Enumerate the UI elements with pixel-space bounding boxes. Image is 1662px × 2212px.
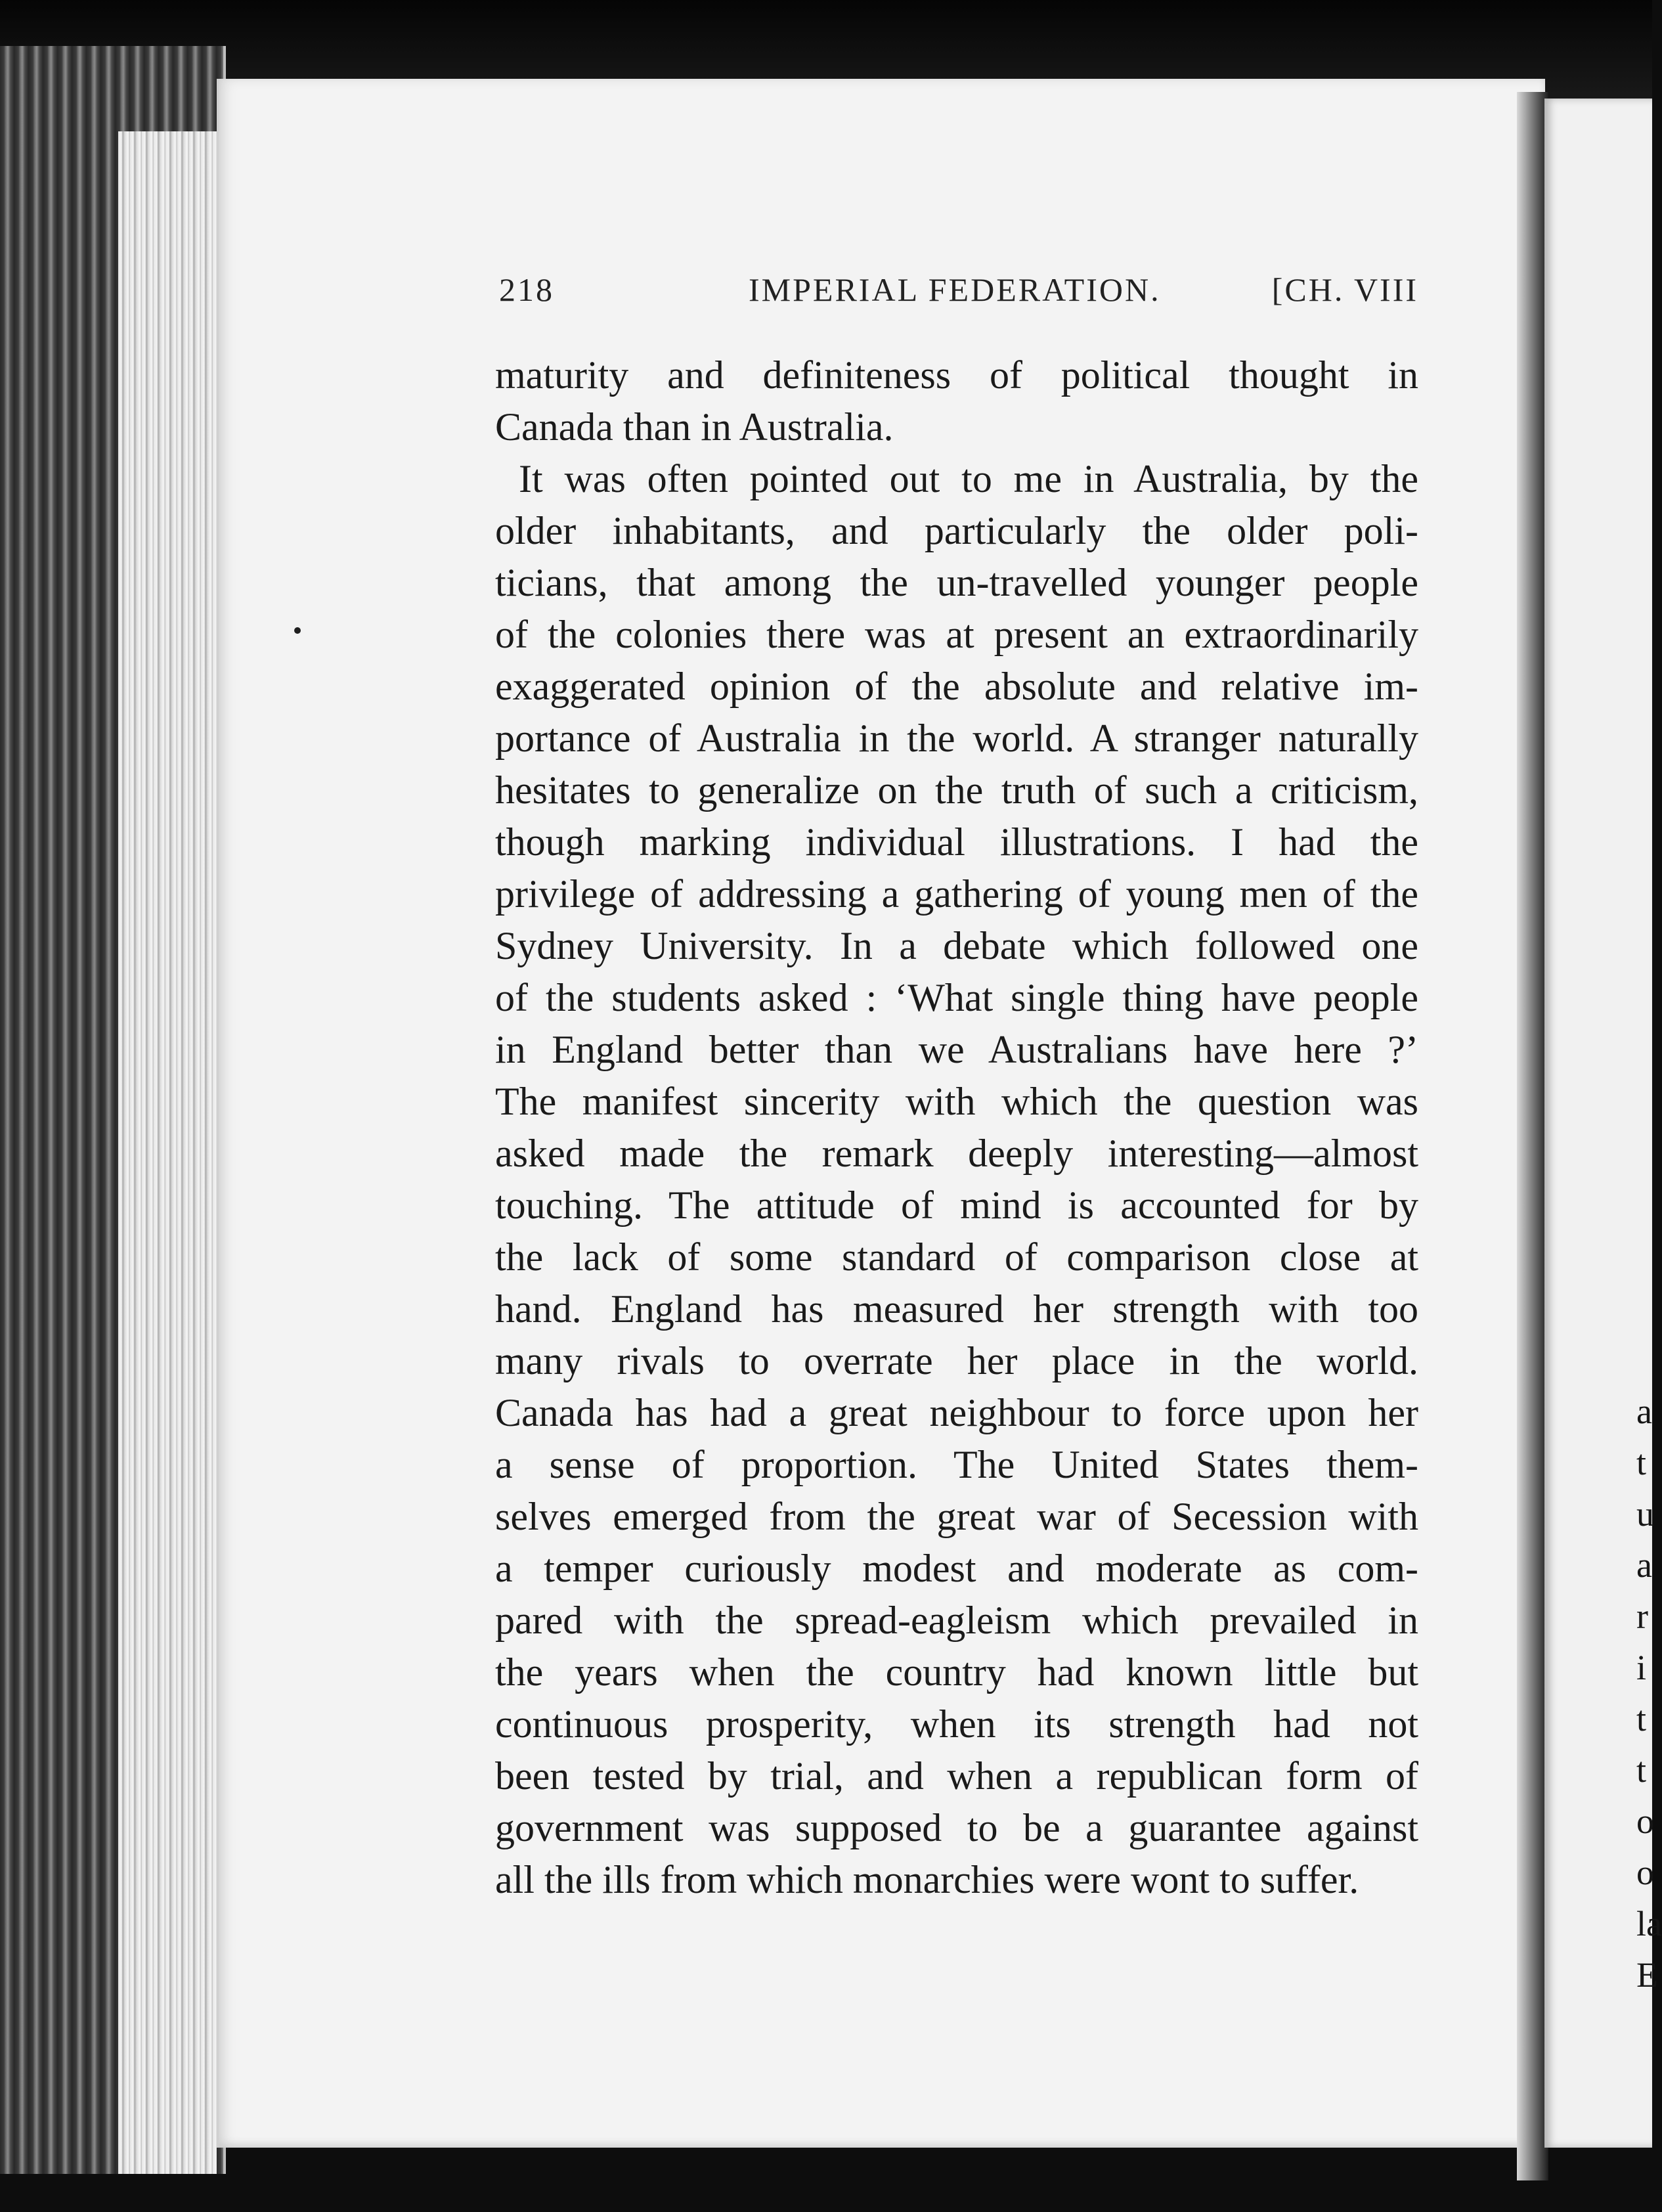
- text-line: the years when the country had known little but: [495, 1650, 1418, 1694]
- text-line: portance of Australia in the world. A stranger naturally: [495, 717, 1418, 760]
- facing-letter: a: [1636, 1545, 1652, 1585]
- text-line: pared with the spread-eagleism which prevailed in: [495, 1599, 1418, 1642]
- text-line: It was often pointed out to me in Australia, by the: [519, 457, 1418, 500]
- text-line: though marking individual illustrations. I had the: [495, 820, 1418, 864]
- facing-letter: o: [1636, 1853, 1654, 1892]
- text-line: privilege of addressing a gathering of young men of the: [495, 872, 1418, 916]
- text-line: selves emerged from the great war of Secession with: [495, 1495, 1418, 1538]
- facing-page: [1544, 99, 1662, 2148]
- facing-letter: t: [1636, 1699, 1647, 1738]
- running-head-title: IMPERIAL FEDERATION.: [749, 271, 1161, 308]
- facing-letter: la: [1636, 1904, 1662, 1943]
- text-line: continuous prosperity, when its strength had not: [495, 1702, 1418, 1746]
- text-line: older inhabitants, and particularly the older poli-: [495, 509, 1418, 552]
- facing-letter: i: [1636, 1648, 1647, 1687]
- text-line: the lack of some standard of comparison close at: [495, 1235, 1418, 1279]
- text-line: Canada has had a great neighbour to force upon her: [495, 1391, 1418, 1434]
- text-line: touching. The attitude of mind is accounted for by: [495, 1183, 1418, 1227]
- text-line: ticians, that among the un-travelled younger people: [495, 561, 1418, 604]
- stray-mark: [294, 627, 301, 634]
- text-line: maturity and definiteness of political thought in: [495, 353, 1418, 397]
- text-line: all the ills from which monarchies were wont to suffer.: [495, 1858, 1359, 1901]
- facing-letter: t: [1636, 1443, 1647, 1482]
- stacked-page-edges: [118, 131, 217, 2174]
- facing-letter: u: [1636, 1494, 1654, 1534]
- facing-page-text: [1636, 1386, 1662, 2001]
- facing-letter: r: [1636, 1597, 1648, 1636]
- text-line: asked made the remark deeply interesting—almost: [495, 1132, 1418, 1175]
- book-gutter: [1517, 92, 1548, 2180]
- running-head: [499, 268, 1418, 321]
- chapter-marker: [CH. VIII: [1271, 271, 1418, 308]
- text-line: exaggerated opinion of the absolute and relative im-: [495, 665, 1418, 708]
- text-line: many rivals to overrate her place in the world.: [495, 1339, 1418, 1382]
- text-line: hand. England has measured her strength with too: [495, 1287, 1418, 1331]
- text-line: of the students asked : ‘What single thing have people: [495, 976, 1418, 1019]
- text-line: The manifest sincerity with which the question was: [495, 1080, 1418, 1123]
- text-line: in England better than we Australians have here ?’: [495, 1028, 1418, 1071]
- page-number: 218: [499, 271, 554, 308]
- text-line: hesitates to generalize on the truth of such a criticism,: [495, 768, 1418, 812]
- facing-letter: o: [1636, 1802, 1654, 1841]
- text-line: a temper curiously modest and moderate as com-: [495, 1547, 1418, 1590]
- facing-letter: t: [1636, 1750, 1647, 1790]
- text-line: a sense of proportion. The United States them-: [495, 1443, 1418, 1486]
- facing-letter: E: [1636, 1955, 1658, 1995]
- text-line: government was supposed to be a guarantee against: [495, 1806, 1418, 1849]
- text-line: Canada than in Australia.: [495, 405, 894, 449]
- text-line: been tested by trial, and when a republican form of: [495, 1754, 1418, 1798]
- text-line: of the colonies there was at present an extraordinarily: [495, 613, 1418, 656]
- book-fore-edge: [0, 46, 226, 2174]
- facing-letter: a: [1636, 1392, 1652, 1431]
- body-text: [495, 349, 1418, 1906]
- text-line: Sydney University. In a debate which followed one: [495, 924, 1418, 967]
